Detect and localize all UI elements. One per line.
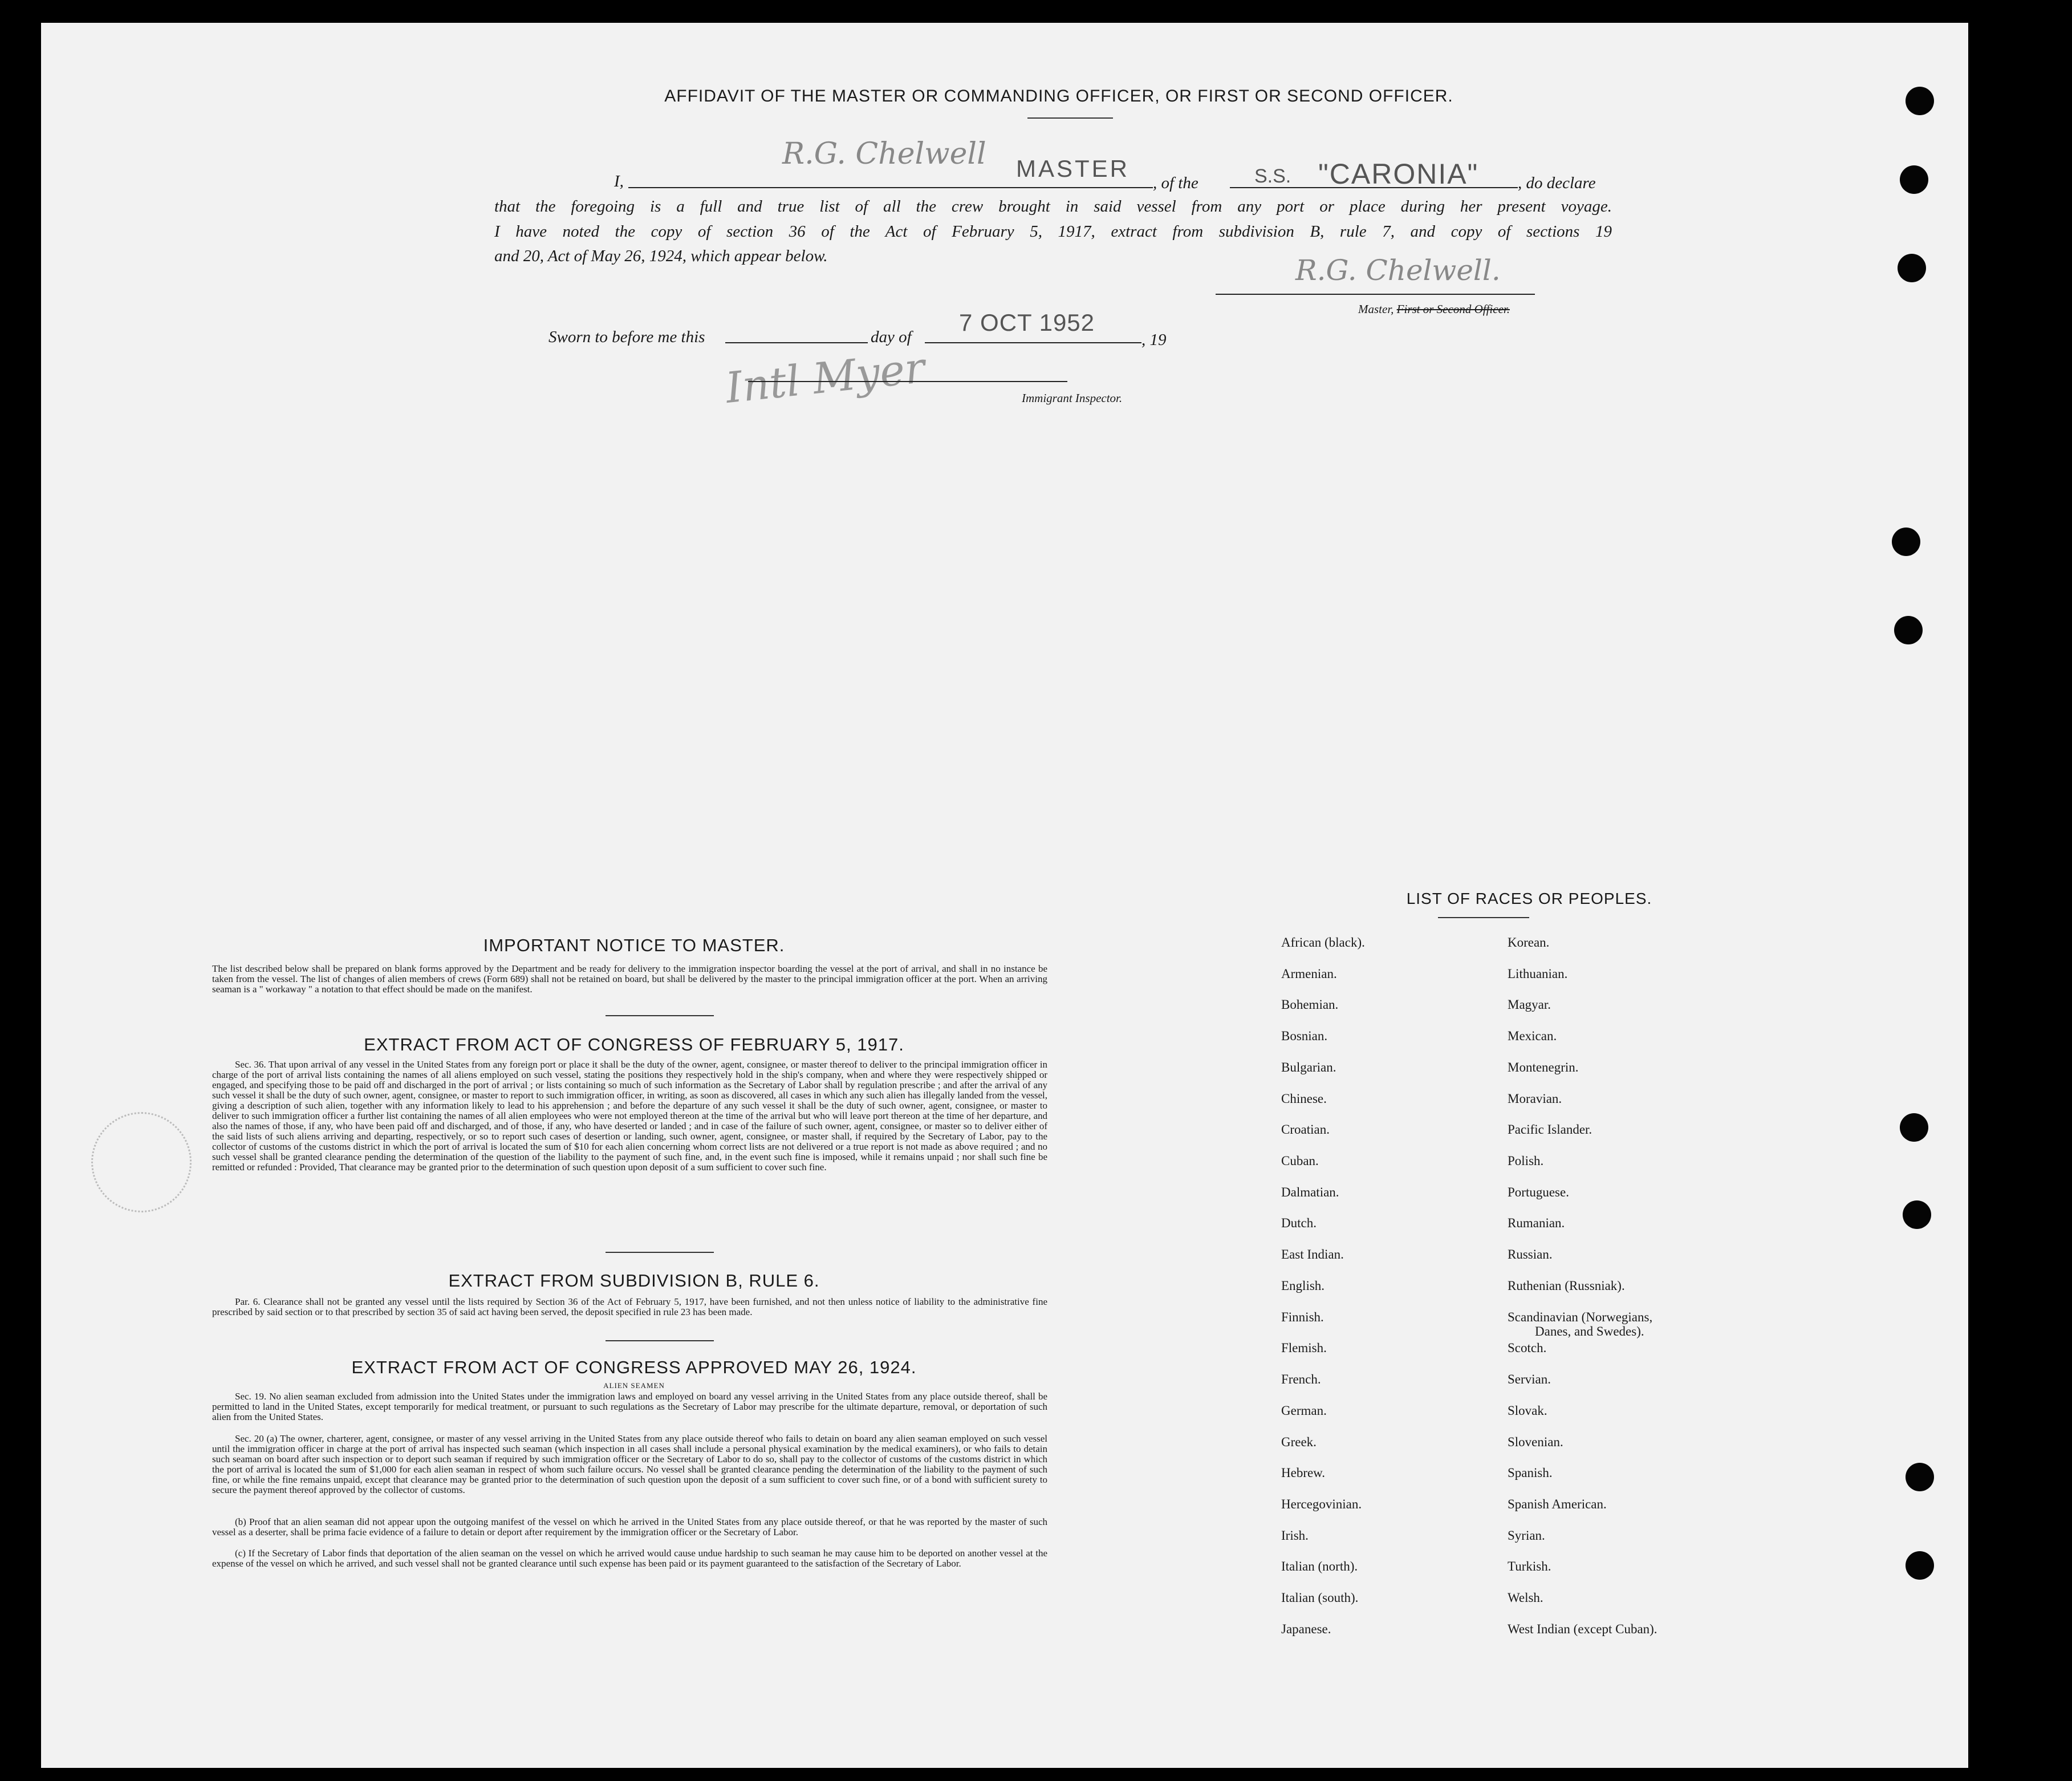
race-item: Polish. <box>1508 1154 1544 1168</box>
subdivision-b-body: Par. 6. Clearance shall not be granted any vessel until the lists required by Section 36 of the Act of February 5, 1917, have been furnished, and not then unless notice of liability to the administrative fine prescribed by said section or to that prescribed by section 35 of said act having been served, the deposit specified in rule 23 has been made. <box>212 1296 1047 1317</box>
race-item: Greek. <box>1281 1435 1317 1449</box>
declaration-line-2: I have noted the copy of section 36 of the Act of February 5, 1917, extract from subdivision B, rule 7, and copy of sections 19 <box>494 222 1612 241</box>
document-sheet <box>41 23 1968 1768</box>
race-item: Moravian. <box>1508 1092 1562 1106</box>
punch-hole <box>1894 616 1923 644</box>
declaration-line-3: and 20, Act of May 26, 1924, which appear below. <box>494 247 828 265</box>
punch-hole <box>1900 1113 1928 1142</box>
notice-heading: IMPORTANT NOTICE TO MASTER. <box>483 935 785 955</box>
race-item: Armenian. <box>1281 967 1337 981</box>
year-suffix: , 19 <box>1141 331 1167 349</box>
race-item: African (black). <box>1281 935 1365 950</box>
inspector-caption: Immigrant Inspector. <box>1022 391 1123 405</box>
race-item-continuation: Danes, and Swedes). <box>1535 1324 1644 1338</box>
sec20c-body: (c) If the Secretary of Labor finds that deportation of the alien seaman on the vessel on which he arrived would cause undue hardship to such seaman he may cause him to be deported on another vessel at the expense of the vessel on which he arrived, and such vessel shall not be granted clearance until such expense has been paid or its payment guaranteed to the satisfaction of the Secretary of Labor. <box>212 1548 1047 1569</box>
race-item: Cuban. <box>1281 1154 1319 1168</box>
race-item: French. <box>1281 1372 1321 1386</box>
do-declare-label: , do declare <box>1518 174 1596 192</box>
sec19-body: Sec. 19. No alien seaman excluded from admission into the United States under the immigration laws and employed on board any vessel arriving in the United States from any place outside thereof, shall be permitted to land in the United States, except temporarily for medical treatment, or pursuant to such regulations as the Secretary of Labor may prescribe for the ultimate departure, removal, or deportation of such alien from the United States. <box>212 1391 1047 1422</box>
race-item: Hebrew. <box>1281 1466 1326 1480</box>
races-heading: LIST OF RACES OR PEOPLES. <box>1406 890 1652 907</box>
race-item: Magyar. <box>1508 997 1551 1012</box>
race-item: German. <box>1281 1403 1327 1418</box>
sworn-date-line <box>925 342 1141 343</box>
i-label: I, <box>614 172 624 190</box>
race-item: Rumanian. <box>1508 1216 1565 1230</box>
alien-seamen-subheading: ALIEN SEAMEN <box>603 1381 665 1390</box>
role-stamp: MASTER <box>1016 155 1130 182</box>
date-stamp: 7 OCT 1952 <box>959 309 1095 336</box>
sec20a-body: Sec. 20 (a) The owner, charterer, agent, consignee, or master of any vessel arriving in the United States from any place outside thereof who fails to detain on board any alien seaman employed on such vessel until the immigration officer in charge at the port of arrival has inspected such seaman (which inspection in all cases shall include a personal physical examination by the medical examiners), or who fails to detain such seaman on board after such inspection or to deport such seaman if required by such immigration officer or the Secretary of Labor to do so, shall pay to the collector of customs of the customs district in which the port of arrival is located the sum of $1,000 for each alien seaman in respect of whom such failure occurs. No vessel shall be granted clearance pending the determination of the liability to the payment of such fine, or while the fine remains unpaid, except that clearance may be granted prior to the determination of such question upon the deposit of a sum sufficient to cover such fine, or of a bond with sufficient surety to secure the payment thereof approved by the collector of customs. <box>212 1433 1047 1495</box>
extract-1917-heading: EXTRACT FROM ACT OF CONGRESS OF FEBRUARY 5, 1917. <box>364 1034 904 1054</box>
race-item: Flemish. <box>1281 1341 1327 1355</box>
race-item: Bulgarian. <box>1281 1060 1336 1074</box>
race-item: Montenegrin. <box>1508 1060 1579 1074</box>
punch-hole <box>1892 528 1920 556</box>
race-item: Chinese. <box>1281 1092 1327 1106</box>
race-item: Hercegovinian. <box>1281 1497 1362 1511</box>
race-item: Mexican. <box>1508 1029 1557 1043</box>
master-caption-label: Master, <box>1358 302 1394 316</box>
name-line <box>628 187 1153 188</box>
race-item: Bohemian. <box>1281 997 1339 1012</box>
race-item: Japanese. <box>1281 1622 1331 1636</box>
race-item: Irish. <box>1281 1528 1309 1543</box>
race-item: Welsh. <box>1508 1591 1543 1605</box>
extract-1924-heading: EXTRACT FROM ACT OF CONGRESS APPROVED MAY 26, 1924. <box>351 1357 917 1377</box>
race-item: West Indian (except Cuban). <box>1508 1622 1657 1636</box>
inspector-line <box>748 381 1067 382</box>
race-item: Russian. <box>1508 1247 1553 1261</box>
embossed-seal <box>91 1112 192 1212</box>
race-item: Spanish American. <box>1508 1497 1607 1511</box>
race-item: Italian (north). <box>1281 1559 1358 1573</box>
sec20b-body: (b) Proof that an alien seaman did not appear upon the outgoing manifest of the vessel on which he arrived in the United States from any place outside thereof, or that he was reported by the master of such vessel as a deserter, shall be prima facie evidence of a failure to detain or deport after requirement by the immigration officer or the Secretary of Labor. <box>212 1516 1047 1537</box>
extract-1917-rule <box>606 1252 714 1253</box>
race-item: Portuguese. <box>1508 1185 1569 1199</box>
master-caption-struck: First or Second Officer. <box>1396 302 1510 316</box>
of-the-label: , of the <box>1153 174 1198 192</box>
race-item: Dutch. <box>1281 1216 1317 1230</box>
race-item: Dalmatian. <box>1281 1185 1339 1199</box>
races-rule <box>1438 917 1529 918</box>
heading-rule <box>1027 117 1113 119</box>
race-item: Slovak. <box>1508 1403 1547 1418</box>
punch-hole <box>1898 254 1926 282</box>
declaration-line-1: that the foregoing is a full and true list of all the crew brought in said vessel from any port or place during her present voyage. <box>494 197 1612 216</box>
master-caption <box>1358 302 1510 317</box>
race-item: Syrian. <box>1508 1528 1545 1543</box>
race-item: Ruthenian (Russniak). <box>1508 1279 1625 1293</box>
master-signature-line <box>1216 294 1535 295</box>
race-item: Bosnian. <box>1281 1029 1328 1043</box>
notice-rule <box>606 1015 714 1016</box>
race-item: Scandinavian (Norwegians, <box>1508 1310 1653 1324</box>
race-item: Slovenian. <box>1508 1435 1563 1449</box>
race-item: Servian. <box>1508 1372 1551 1386</box>
race-item: Spanish. <box>1508 1466 1553 1480</box>
subdivision-b-rule <box>606 1340 714 1341</box>
race-item: Croatian. <box>1281 1122 1330 1137</box>
race-item: Italian (south). <box>1281 1591 1359 1605</box>
vessel-prefix: S.S. <box>1254 165 1291 187</box>
punch-hole <box>1900 165 1928 194</box>
extract-1917-body: Sec. 36. That upon arrival of any vessel in the United States from any foreign port or place it shall be the duty of the owner, agent, consignee, or master thereof to deliver to the principal immigration officer in charge of the port of arrival lists containing the names of all aliens employed on such vessel, stating the positions they respectively hold in the ship's company, when and where they were respectively shipped or engaged, and specifying those to be paid off and discharged in the port of arrival ; or lists containing so much of such information as the Secretary of Labor shall by regulation prescribe ; and after the arrival of any such vessel it shall be the duty of such owner, agent, consignee, or master to report to such immigration officer, in writing, as soon as discovered, all cases in which any such alien has illegally landed from the vessel, giving a description of such alien, together with any information likely to lead to his apprehension ; and before the departure of any such vessel it shall be the duty of such owner, agent, consignee, or master to deliver to such immigration officer a further list containing the names of all alien employees who were not employed thereon at the time of the arrival but who will leave port thereon at the time of her departure, and also the names of those, if any, who have been paid off and discharged, and of those, if any, who have deserted or landed ; and in case of the failure of such owner, agent, consignee, or master so to deliver either of the said lists of such aliens arriving and departing, respectively, or so to report such cases of desertion or landing, such owner, agent, consignee, or master shall, if required by the Secretary of Labor, pay to the collector of customs of the customs district in which the port of arrival is located the sum of $10 for each alien concerning whom correct lists are not delivered or a true report is not made as above required ; and no such vessel shall be granted clearance pending the determination of the question of the liability to the payment of such fine, and, in the event such fine is imposed, while it remains unpaid ; nor shall such fine be remitted or refunded : Provided, That clearance may be granted prior to the determination of such question upon deposit of a sum sufficient to cover such fine. <box>212 1059 1047 1173</box>
punch-hole <box>1906 87 1934 115</box>
subdivision-b-heading: EXTRACT FROM SUBDIVISION B, RULE 6. <box>448 1271 820 1291</box>
inspector-signature: Intl Myer <box>723 343 928 413</box>
master-signature: R.G. Chelwell. <box>1295 254 1501 287</box>
race-item: Scotch. <box>1508 1341 1547 1355</box>
race-item: Turkish. <box>1508 1559 1551 1573</box>
race-item: Korean. <box>1508 935 1550 950</box>
race-item: Finnish. <box>1281 1310 1324 1324</box>
race-item: Pacific Islander. <box>1508 1122 1592 1137</box>
punch-hole <box>1906 1463 1934 1491</box>
affidavit-heading: AFFIDAVIT OF THE MASTER OR COMMANDING OFFICER, OR FIRST OR SECOND OFFICER. <box>664 87 1453 106</box>
punch-hole <box>1906 1551 1934 1580</box>
sworn-label: Sworn to before me this <box>549 328 705 346</box>
vessel-name: "CARONIA" <box>1318 158 1479 190</box>
notice-body: The list described below shall be prepared on blank forms approved by the Department and be ready for delivery to the immigration inspector boarding the vessel at the port of arrival, and shall in no instance be taken from the vessel. The list of changes of alien members of crews (Form 689) shall not be retained on board, but shall be delivered by the master to the principal immigration officer at the port. When an arriving seaman is a " workaway " a notation to that effect should be made on the manifest. <box>212 963 1047 995</box>
race-item: East Indian. <box>1281 1247 1344 1261</box>
race-item: Lithuanian. <box>1508 967 1568 981</box>
punch-hole <box>1903 1200 1931 1229</box>
sworn-day-line <box>725 342 868 343</box>
race-item: English. <box>1281 1279 1325 1293</box>
day-of-label: day of <box>871 328 912 346</box>
master-signature-top: R.G. Chelwell <box>782 137 986 171</box>
